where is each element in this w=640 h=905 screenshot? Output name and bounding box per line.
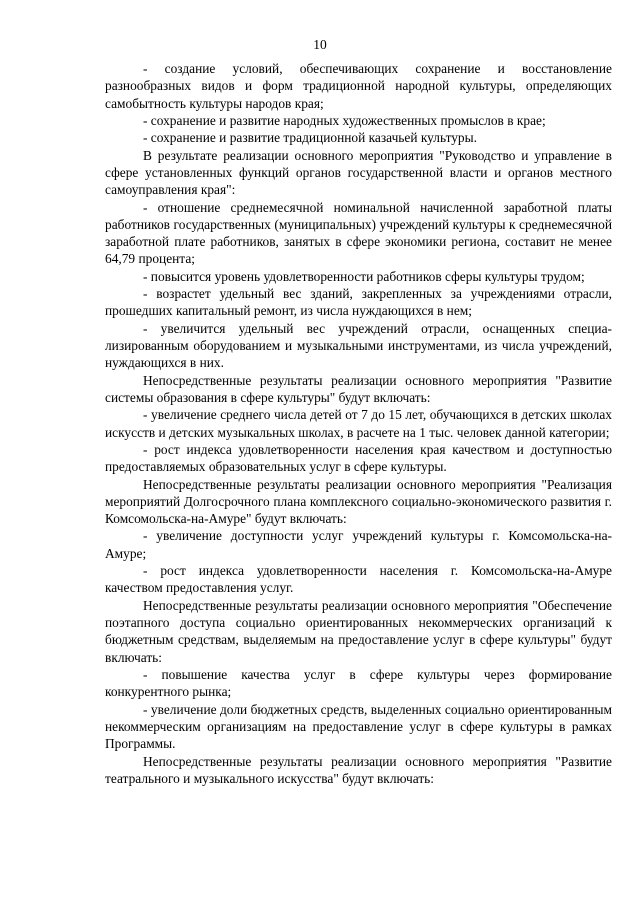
- paragraph-management-results: В результате реализации основного мероприятия "Руководство и управление в сфере установленных функций органов государственной власти и органов местного самоуправления края":: [105, 147, 612, 198]
- paragraph-worker-satisfaction: - повысится уровень удовлетворенности работников сферы культуры трудом;: [143, 268, 585, 284]
- paragraph-folk-crafts: - сохранение и развитие народных художественных промыслов в крае;: [143, 112, 546, 128]
- paragraph-equipment: - увеличится удельный вес учреждений отрасли, оснащенных специализированным оборудованием и музыкальными инструментами, из числа учреждений, нуждающихся в них.: [105, 320, 612, 371]
- paragraph-service-quality: - повышение качества услуг в сфере культуры через формирование конкурентного рынка;: [105, 666, 612, 700]
- page-number: 10: [313, 37, 327, 52]
- paragraph-building-repairs: - возрастет удельный вес зданий, закрепленных за учреждениями отрасли, прошедших капитальный ремонт, из числа нуждающихся в нем;: [105, 286, 612, 319]
- paragraph-nonprofit-results: Непосредственные результаты реализации основного мероприятия "Обеспечение поэтапного доступа социально ориентированных некоммерческих организаций к бюджетным средствам, выделяемым на предоставление услуг в сфере культуры" будут включать:: [105, 597, 612, 665]
- paragraph-preserve-folk-culture: - создание условий, обеспечивающих сохранение и восстановление разнообразных видов и форм традиционной народной культуры, определяющих самобытность культуры народов края;: [105, 61, 612, 111]
- paragraph-education-results: Непосредственные результаты реализации основного мероприятия "Развитие системы образования в сфере культуры" будут включать:: [105, 372, 612, 405]
- paragraph-komsomolsk-access: - увеличение доступности услуг учреждений культуры г. Комсомольска-на-Амуре;: [105, 528, 612, 561]
- paragraph-cossack-culture: - сохранение и развитие традиционной казачьей культуры.: [143, 130, 477, 146]
- paragraph-komsomolsk-results: Непосредственные результаты реализации основного мероприятия "Реализация мероприятий Долгосрочного плана комплексного социально-экономического развития г. Комсомольска-на-Амуре" будут включать:: [105, 476, 612, 527]
- paragraph-theatre-music-results: Непосредственные результаты реализации основного мероприятия "Развитие театрального и музыкального искусства" будут включать:: [105, 753, 612, 786]
- paragraph-komsomolsk-satisfaction: - рост индекса удовлетворенности населения г. Комсомольска-на-Амуре качеством предоставления услуг.: [105, 563, 612, 596]
- document-body: [105, 60, 612, 787]
- paragraph-education-satisfaction: - рост индекса удовлетворенности населения края качеством и доступностью предоставляемых образовательных услуг в сфере культуры.: [105, 441, 612, 475]
- paragraph-salary-ratio: - отношение среднемесячной номинальной начисленной заработной платы работников государственных (муниципальных) учреждений культуры к среднемесячной заработной плате работников, занятых в сфере экономики региона, составит не менее 64,79 процента;: [105, 199, 612, 267]
- paragraph-children-arts-schools: - увеличение среднего числа детей от 7 до 15 лет, обучающихся в детских школах искусств и детских музыкальных школах, в расчете на 1 тыс. человек данной категории;: [105, 407, 612, 440]
- paragraph-budget-share: - увеличение доли бюджетных средств, выделенных социально ориентированным некоммерческим организациям на предоставление услуг в сфере культуры в рамках Программы.: [105, 701, 612, 752]
